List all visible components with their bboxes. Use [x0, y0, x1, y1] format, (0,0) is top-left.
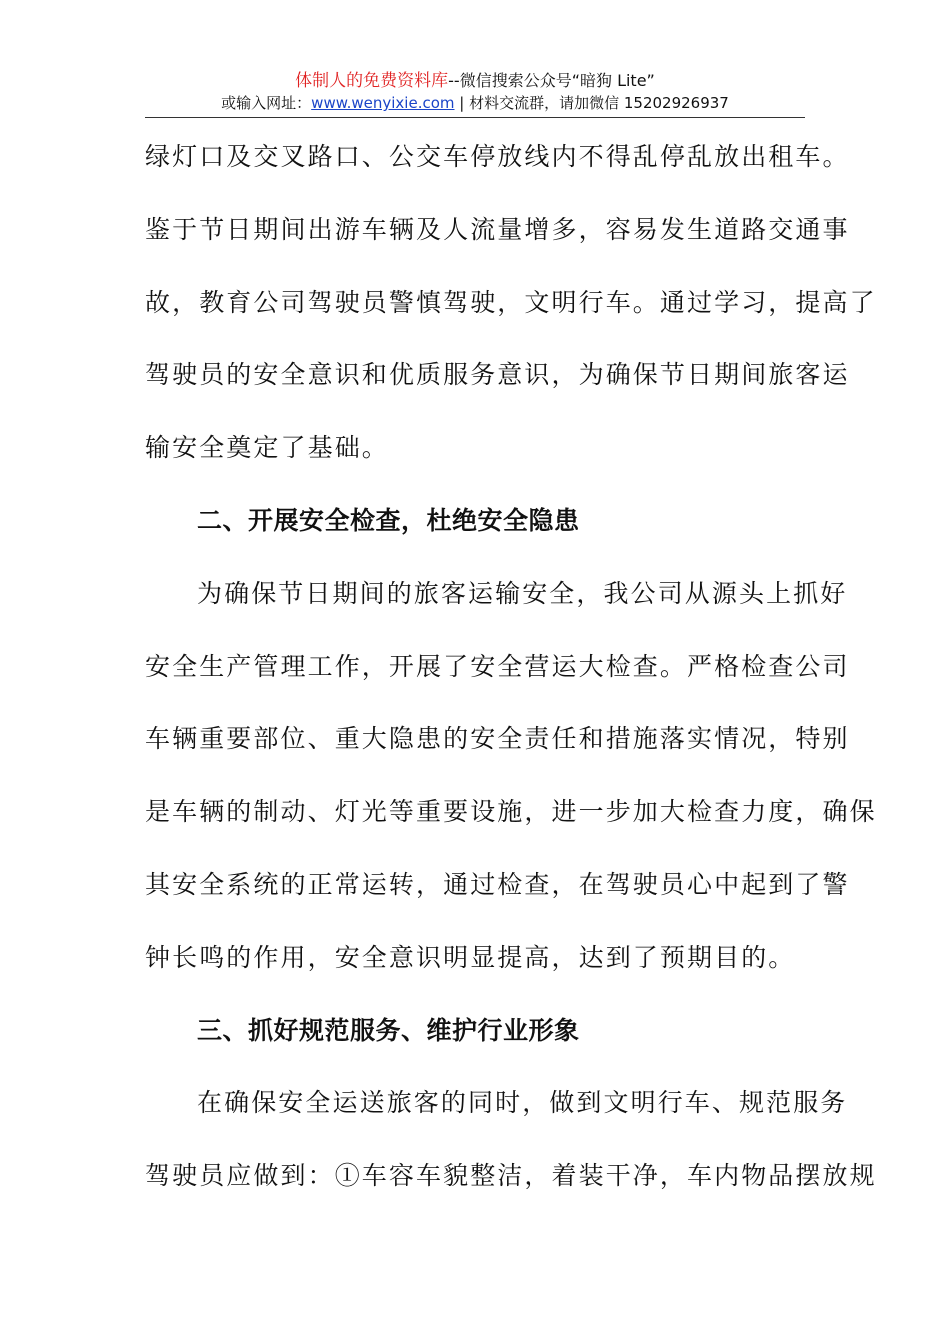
body-line: 鉴于节日期间出游车辆及人流量增多，容易发生道路交通事 — [145, 214, 850, 244]
body-line: 故，教育公司驾驶员警慎驾驶，文明行车。通过学习，提高了 — [145, 287, 877, 317]
header-brand: 体制人的免费资料库 — [295, 71, 449, 91]
paragraph-first-line: 为确保节日期间的旅客运输安全，我公司从源头上抓好 — [197, 578, 848, 608]
page-header — [145, 70, 805, 114]
body-line: 绿灯口及交叉路口、公交车停放线内不得乱停乱放出租车。 — [145, 142, 850, 171]
body-line: 输安全奠定了基础。 — [145, 433, 389, 463]
body-line: 驾驶员的安全意识和优质服务意识，为确保节日期间旅客运 — [145, 360, 850, 390]
header-divider — [145, 117, 805, 118]
header-contact-line — [145, 92, 805, 114]
header-url-prefix: 或输入网址： — [221, 94, 312, 112]
header-title-line — [145, 70, 805, 92]
body-line: 其安全系统的正常运转，通过检查，在驾驶员心中起到了警 — [145, 869, 850, 899]
header-contact: 材料交流群，请加微信 15202926937 — [469, 94, 729, 112]
section-heading: 三、抓好规范服务、维护行业形象 — [197, 1015, 580, 1045]
section-heading: 二、开展安全检查，杜绝安全隐患 — [197, 505, 580, 535]
header-wechat-note: --微信搜索公众号“暗狗 Lite” — [448, 71, 655, 90]
body-line: 车辆重要部位、重大隐患的安全责任和措施落实情况，特别 — [145, 724, 850, 754]
paragraph-first-line: 在确保安全运送旅客的同时，做到文明行车、规范服务 — [197, 1088, 848, 1118]
body-line: 驾驶员应做到：①车容车貌整洁，着装干净，车内物品摆放规 — [145, 1161, 877, 1191]
body-line: 钟长鸣的作用，安全意识明显提高，达到了预期目的。 — [145, 942, 796, 972]
header-separator: | — [454, 94, 470, 112]
header-url-link[interactable]: www.wenyixie.com — [311, 94, 455, 112]
body-line: 安全生产管理工作，开展了安全营运大检查。严格检查公司 — [145, 651, 850, 681]
body-line: 是车辆的制动、灯光等重要设施，进一步加大检查力度，确保 — [145, 797, 877, 827]
document-body — [145, 130, 877, 1222]
